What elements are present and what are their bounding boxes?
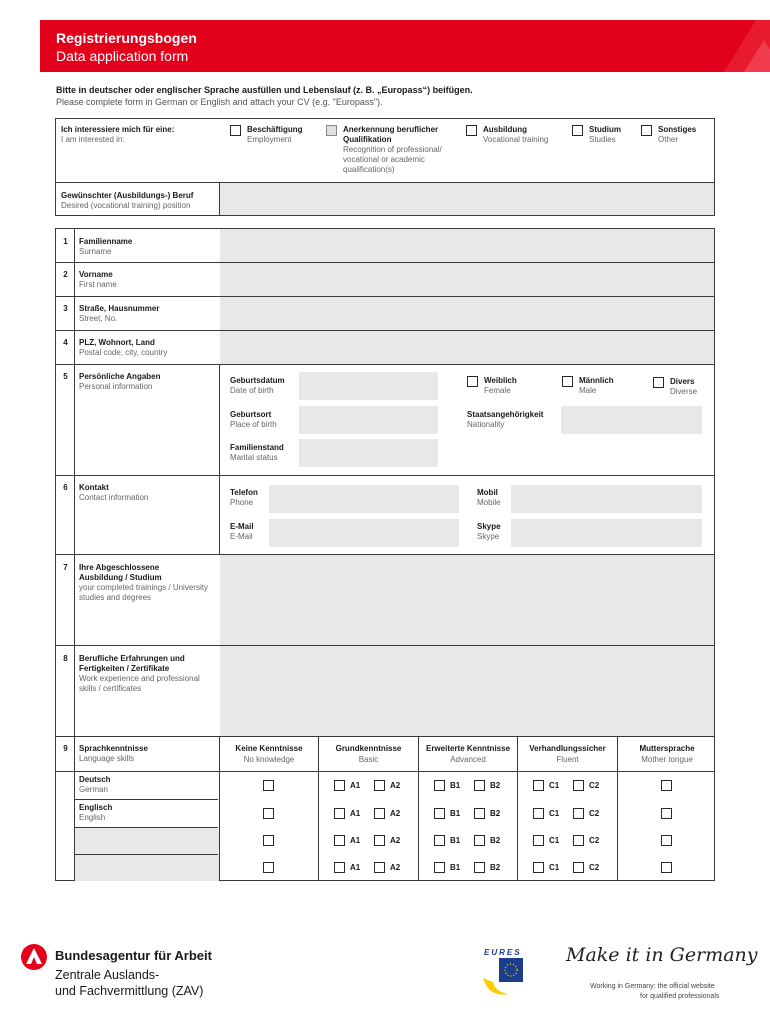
agency-line2: Zentrale Auslands- <box>55 968 160 982</box>
language-other-input[interactable] <box>75 855 219 881</box>
row-number: 7 <box>63 563 68 572</box>
contact-label-en: Contact information <box>79 493 149 502</box>
first-name-label: Vorname <box>79 270 113 279</box>
language-english-label: Englisch <box>79 803 113 812</box>
surname-label-en: Surname <box>79 247 112 256</box>
education-label: Ihre Abgeschlossene Ausbildung / Studium <box>79 563 162 582</box>
level-c1-label: C1 <box>549 863 560 872</box>
pob-label: Geburtsort <box>230 410 272 419</box>
divider <box>56 475 714 476</box>
divider <box>56 736 714 737</box>
education-label-en: your completed trainings / University studies and degrees <box>79 583 208 602</box>
other-checkbox[interactable] <box>641 125 652 136</box>
divider <box>56 364 714 365</box>
level-b1-label: B1 <box>450 809 461 818</box>
level-a1-checkbox[interactable] <box>334 808 345 819</box>
intro-en: Please complete form in German or English and attach your CV (e.g. "Europass"). <box>56 97 383 107</box>
employment-checkbox[interactable] <box>230 125 241 136</box>
level-c1-checkbox[interactable] <box>533 808 544 819</box>
no-knowledge-checkbox[interactable] <box>263 808 274 819</box>
make-it-in-germany-signature: Make it in Germany <box>566 944 758 966</box>
level-b1-checkbox[interactable] <box>434 808 445 819</box>
language-english-label-en: English <box>79 813 106 822</box>
dob-label-en: Date of birth <box>230 386 274 395</box>
agency-name: Bundesagentur für Arbeit <box>55 948 212 963</box>
postal-city-label: PLZ, Wohnort, Land <box>79 338 155 347</box>
male-label: Männlich <box>579 376 614 385</box>
vocational-training-label: Ausbildung <box>483 125 527 134</box>
skype-label: Skype <box>477 522 501 531</box>
level-c1-label: C1 <box>549 809 560 818</box>
level-a1-checkbox[interactable] <box>334 780 345 791</box>
level-a2-checkbox[interactable] <box>374 835 385 846</box>
experience-input[interactable] <box>220 646 714 736</box>
row-number: 8 <box>63 654 68 663</box>
level-b1-checkbox[interactable] <box>434 835 445 846</box>
level-c1-label: C1 <box>549 781 560 790</box>
tagline-line1: Working in Germany: the official website <box>590 983 715 990</box>
mother-tongue-checkbox[interactable] <box>661 808 672 819</box>
level-basic-header: Grundkenntnisse <box>335 744 402 753</box>
level-b2-label: B2 <box>490 863 501 872</box>
level-a2-checkbox[interactable] <box>374 780 385 791</box>
no-knowledge-checkbox[interactable] <box>263 862 274 873</box>
mother-tongue-checkbox[interactable] <box>661 835 672 846</box>
agency-line3: und Fachvermittlung (ZAV) <box>55 984 204 998</box>
level-b2-label: B2 <box>490 781 501 790</box>
level-c1-checkbox[interactable] <box>533 835 544 846</box>
language-german-label: Deutsch <box>79 775 111 784</box>
personal-info-label: Persönliche Angaben <box>79 372 161 381</box>
level-a2-checkbox[interactable] <box>374 862 385 873</box>
mother-tongue-checkbox[interactable] <box>661 780 672 791</box>
level-b2-checkbox[interactable] <box>474 862 485 873</box>
language-skills-label: Sprachkenntnisse <box>79 744 148 753</box>
interest-section <box>55 118 715 216</box>
recognition-label-en: Recognition of professional/ vocational or academic qualification(s) <box>343 145 442 174</box>
level-a1-checkbox[interactable] <box>334 862 345 873</box>
language-other-input[interactable] <box>75 828 219 854</box>
interest-label-en: I am interested in: <box>61 135 125 144</box>
skype-input[interactable] <box>511 519 702 547</box>
studies-label: Studium <box>589 125 621 134</box>
level-c2-checkbox[interactable] <box>573 862 584 873</box>
level-c2-label: C2 <box>589 781 600 790</box>
form-title-en: Data application form <box>56 48 189 64</box>
level-b2-checkbox[interactable] <box>474 835 485 846</box>
email-input[interactable] <box>269 519 459 547</box>
level-a2-label: A2 <box>390 836 401 845</box>
level-c1-checkbox[interactable] <box>533 862 544 873</box>
recognition-checkbox[interactable] <box>326 125 337 136</box>
level-c2-label: C2 <box>589 809 600 818</box>
desired-position-input[interactable] <box>220 183 714 215</box>
other-label-en: Other <box>658 135 679 144</box>
first-name-input[interactable] <box>220 263 714 296</box>
male-label-en: Male <box>579 386 597 395</box>
other-label: Sonstiges <box>658 125 697 134</box>
level-b2-checkbox[interactable] <box>474 808 485 819</box>
level-c2-checkbox[interactable] <box>573 780 584 791</box>
postal-city-input[interactable] <box>220 331 714 364</box>
main-form-table <box>55 228 715 881</box>
diverse-checkbox[interactable] <box>653 377 664 388</box>
vocational-training-checkbox[interactable] <box>466 125 477 136</box>
marital-status-label-en: Marital status <box>230 453 278 462</box>
level-c1-checkbox[interactable] <box>533 780 544 791</box>
divider <box>74 771 714 772</box>
row-number: 6 <box>63 483 68 492</box>
row-number: 2 <box>63 270 68 279</box>
experience-label: Berufliche Erfahrungen und Fertigkeiten / Zertifikate <box>79 654 185 673</box>
language-german-label-en: German <box>79 785 108 794</box>
studies-checkbox[interactable] <box>572 125 583 136</box>
marital-status-input[interactable] <box>299 439 438 467</box>
level-mother-tongue-header-en: Mother tongue <box>641 755 693 764</box>
level-fluent-header-en: Fluent <box>556 755 579 764</box>
eures-wordmark: EURES <box>484 948 522 957</box>
first-name-label-en: First name <box>79 280 117 289</box>
recognition-label: Anerkennung beruflicher Qualifikation <box>343 125 439 144</box>
level-a1-checkbox[interactable] <box>334 835 345 846</box>
intro-de: Bitte in deutscher oder englischer Sprache ausfüllen und Lebenslauf (z. B. „Europass“) beifügen. <box>56 85 473 95</box>
divider <box>74 799 218 800</box>
level-a1-label: A1 <box>350 863 361 872</box>
level-none-header-en: No knowledge <box>243 755 295 764</box>
no-knowledge-checkbox[interactable] <box>263 835 274 846</box>
dob-label: Geburtsdatum <box>230 376 285 385</box>
bundesagentur-logo-icon <box>20 943 48 971</box>
employment-label-en: Employment <box>247 135 292 144</box>
experience-label-en: Work experience and professional skills / certificates <box>79 674 200 693</box>
level-a1-label: A1 <box>350 836 361 845</box>
level-basic-header-en: Basic <box>358 755 379 764</box>
desired-position-label: Gewünschter (Ausbildungs-) Beruf <box>61 191 194 200</box>
nationality-label-en: Nationality <box>467 420 505 429</box>
level-a2-label: A2 <box>390 809 401 818</box>
nationality-label: Staatsangehörigkeit <box>467 410 544 419</box>
phone-label: Telefon <box>230 488 258 497</box>
female-checkbox[interactable] <box>467 376 478 387</box>
level-b1-checkbox[interactable] <box>434 780 445 791</box>
mobile-label: Mobil <box>477 488 498 497</box>
level-b1-label: B1 <box>450 781 461 790</box>
interest-label: Ich interessiere mich für eine: <box>61 125 175 134</box>
street-label-en: Street, No. <box>79 314 118 323</box>
level-b1-label: B1 <box>450 836 461 845</box>
street-input[interactable] <box>220 297 714 330</box>
divider <box>56 771 74 772</box>
level-a1-label: A1 <box>350 781 361 790</box>
level-c2-label: C2 <box>589 836 600 845</box>
female-label-en: Female <box>484 386 511 395</box>
header-arrow-decoration <box>694 20 770 72</box>
dob-input[interactable] <box>299 372 438 400</box>
mobile-label-en: Mobile <box>477 498 501 507</box>
phone-input[interactable] <box>269 485 459 513</box>
surname-input[interactable] <box>220 229 714 262</box>
level-c1-label: C1 <box>549 836 560 845</box>
nationality-input[interactable] <box>561 406 702 434</box>
level-a2-label: A2 <box>390 781 401 790</box>
skype-label-en: Skype <box>477 532 500 541</box>
level-c2-checkbox[interactable] <box>573 835 584 846</box>
marital-status-label: Familienstand <box>230 443 284 452</box>
mobile-input[interactable] <box>511 485 702 513</box>
level-c2-checkbox[interactable] <box>573 808 584 819</box>
phone-label-en: Phone <box>230 498 254 507</box>
surname-label: Familienname <box>79 237 133 246</box>
pob-label-en: Place of birth <box>230 420 277 429</box>
no-knowledge-checkbox[interactable] <box>263 780 274 791</box>
street-label: Straße, Hausnummer <box>79 304 160 313</box>
postal-city-label-en: Postal code, city, country <box>79 348 168 357</box>
level-c2-label: C2 <box>589 863 600 872</box>
male-checkbox[interactable] <box>562 376 573 387</box>
level-none-header: Keine Kenntnisse <box>235 744 303 753</box>
pob-input[interactable] <box>299 406 438 434</box>
email-label-en: E-Mail <box>230 532 253 541</box>
row-number: 1 <box>63 237 68 246</box>
divider <box>219 475 220 554</box>
level-a1-label: A1 <box>350 809 361 818</box>
level-b1-label: B1 <box>450 863 461 872</box>
email-label: E-Mail <box>230 522 254 531</box>
form-title-de: Registrierungsbogen <box>56 30 197 46</box>
level-b1-checkbox[interactable] <box>434 862 445 873</box>
level-advanced-header-en: Advanced <box>450 755 486 764</box>
row-number: 3 <box>63 304 68 313</box>
vocational-training-label-en: Vocational training <box>483 135 549 144</box>
level-b2-label: B2 <box>490 836 501 845</box>
studies-label-en: Studies <box>589 135 616 144</box>
level-b2-checkbox[interactable] <box>474 780 485 791</box>
row-number: 5 <box>63 372 68 381</box>
level-a2-checkbox[interactable] <box>374 808 385 819</box>
form-header <box>40 20 770 72</box>
desired-position-label-en: Desired (vocational training) position <box>61 201 191 210</box>
education-input[interactable] <box>220 555 714 645</box>
language-skills-label-en: Language skills <box>79 754 135 763</box>
divider <box>219 364 220 475</box>
mother-tongue-checkbox[interactable] <box>661 862 672 873</box>
female-label: Weiblich <box>484 376 517 385</box>
level-advanced-header: Erweiterte Kenntnisse <box>425 744 511 753</box>
personal-info-label-en: Personal information <box>79 382 153 391</box>
contact-label: Kontakt <box>79 483 109 492</box>
level-b2-label: B2 <box>490 809 501 818</box>
tagline-line2: for qualified professionals <box>640 993 720 1000</box>
level-mother-tongue-header: Muttersprache <box>639 744 695 753</box>
diverse-label: Divers <box>670 377 695 386</box>
employment-label: Beschäftigung <box>247 125 303 134</box>
row-number: 4 <box>63 338 68 347</box>
level-fluent-header: Verhandlungssicher <box>529 744 606 753</box>
row-number: 9 <box>63 744 68 753</box>
diverse-label-en: Diverse <box>670 387 698 396</box>
level-a2-label: A2 <box>390 863 401 872</box>
